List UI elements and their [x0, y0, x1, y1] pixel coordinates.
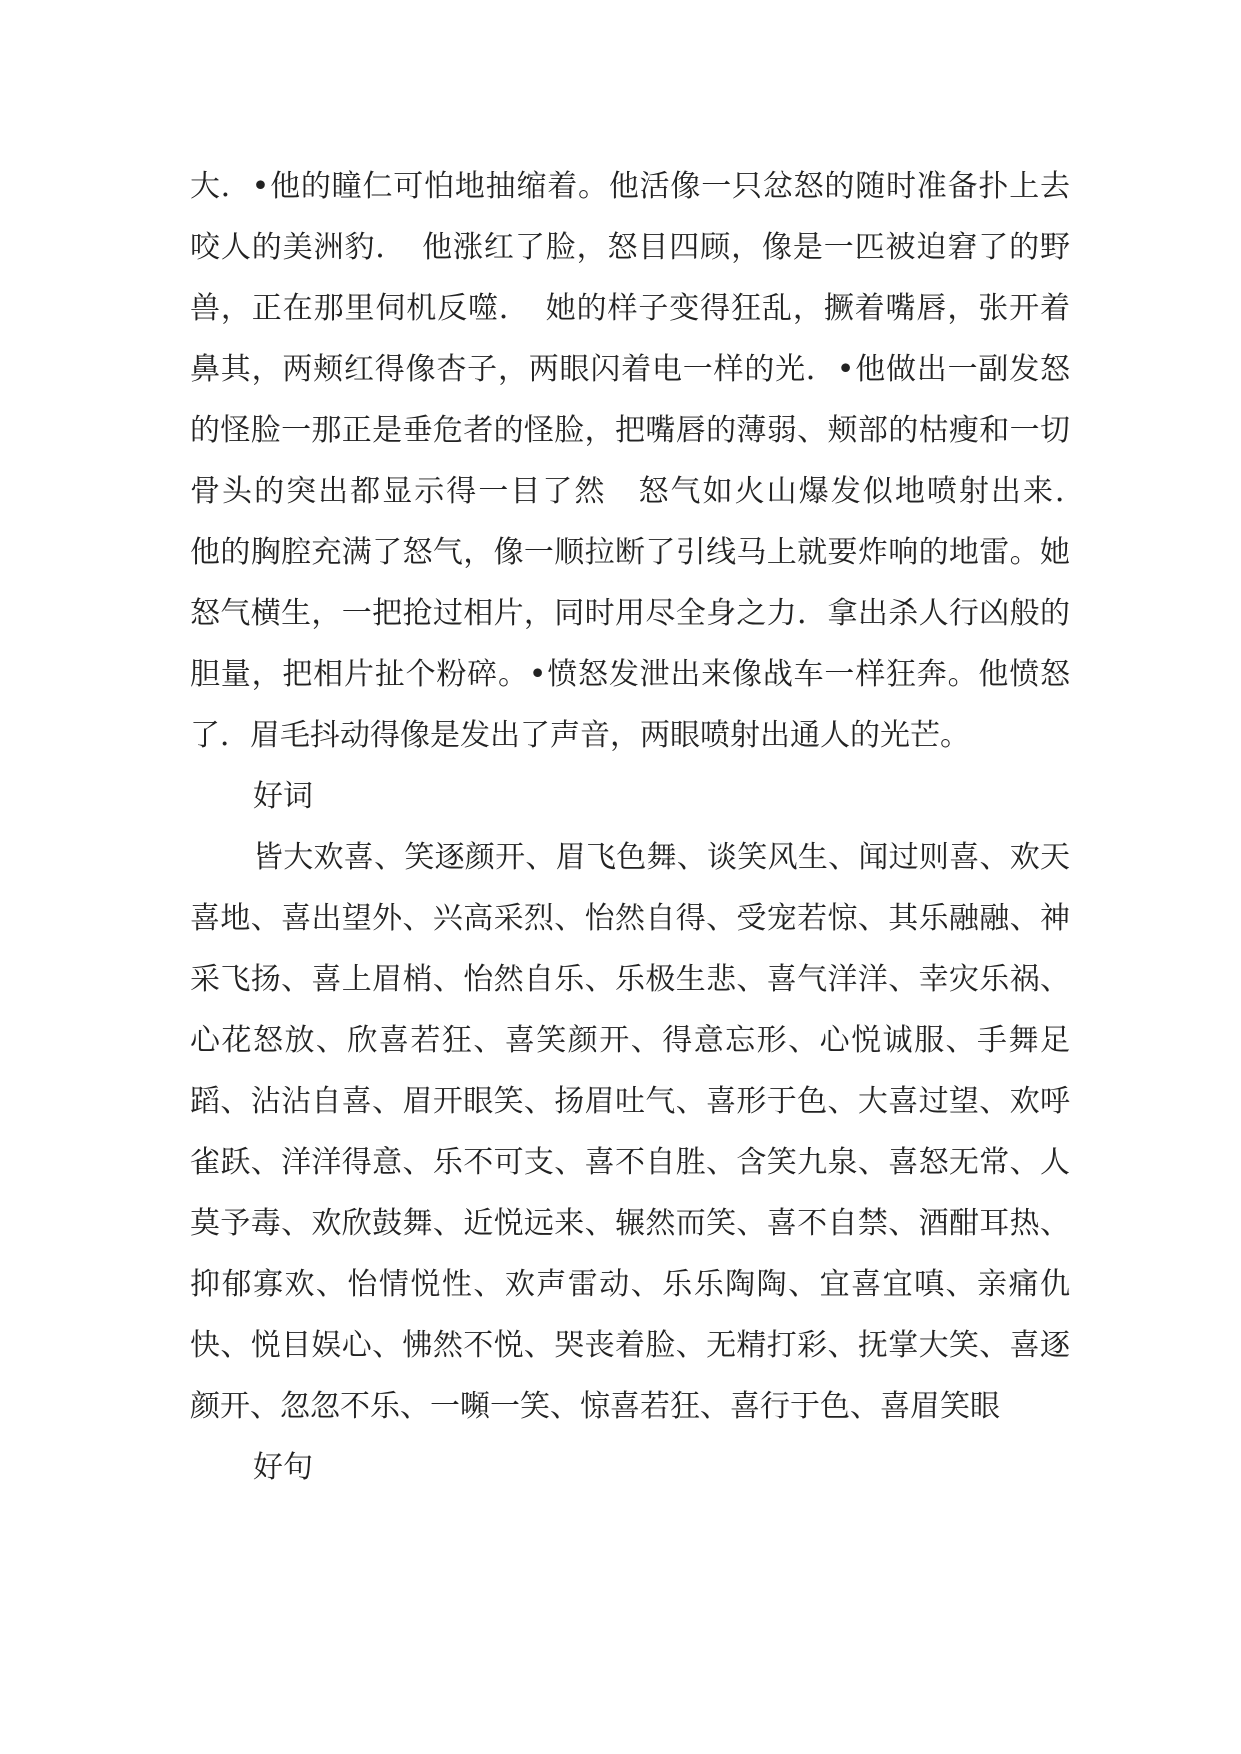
- heading-good-words: 好词: [253, 779, 313, 814]
- heading-good-sentences: 好句: [253, 1450, 313, 1485]
- paragraph-good-words-list: 皆大欢喜、笑逐颜开、眉飞色舞、谈笑风生、闻过则喜、欢天喜地、喜出望外、兴高采烈、怡然自得、受宠若惊、其乐融融、神采飞扬、喜上眉梢、怡然自乐、乐极生悲、喜气洋洋、幸灾乐祸、心花怒放、欣喜若狂、喜笑颜开、得意忘形、心悦诚服、手舞足蹈、沾沾自喜、眉开眼笑、扬眉吐气、喜形于色、大喜过望、欢呼雀跃、洋洋得意、乐不可支、喜不自胜、含笑九泉、喜怒无常、人莫予毒、欢欣鼓舞、近悦远来、辗然而笑、喜不自禁、酒酣耳热、抑郁寡欢、怡情悦性、欢声雷动、乐乐陶陶、宜喜宜嗔、亲痛仇快、悦目娱心、怫然不悦、哭丧着脸、无精打彩、抚掌大笑、喜逐颜开、忽忽不乐、一嚬一笑、惊喜若狂、喜行于色、喜眉笑眼: [190, 840, 1070, 1424]
- paragraph-anger-excerpts: 大．•他的瞳仁可怕地抽缩着。他活像一只忿怒的随时准备扑上去咬人的美洲豹． 他涨红了脸，怒目四顾，像是一匹被迫窘了的野兽，正在那里伺机反噬． 她的样子变得狂乱，撅着嘴唇，张开着鼻其，两颊红得像杏子，两眼闪着电一样的光．•他做出一副发怒的怪脸一那正是垂危者的怪脸，把嘴唇的薄弱、颊部的枯瘦和一切骨头的突出都显示得一目了然 怒气如火山爆发似地喷射出来． 他的胸腔充满了怒气，像一顺拉断了引线马上就要炸响的地雷。她怒气横生，一把抢过相片，同时用尽全身之力．拿出杀人行凶般的胆量，把相片扯个粉碎。•愤怒发泄出来像战车一样狂奔。他愤怒了．眉毛抖动得像是发出了声音，两眼喷射出通人的光芒。: [190, 169, 1100, 753]
- document-page: [190, 156, 1100, 1498]
